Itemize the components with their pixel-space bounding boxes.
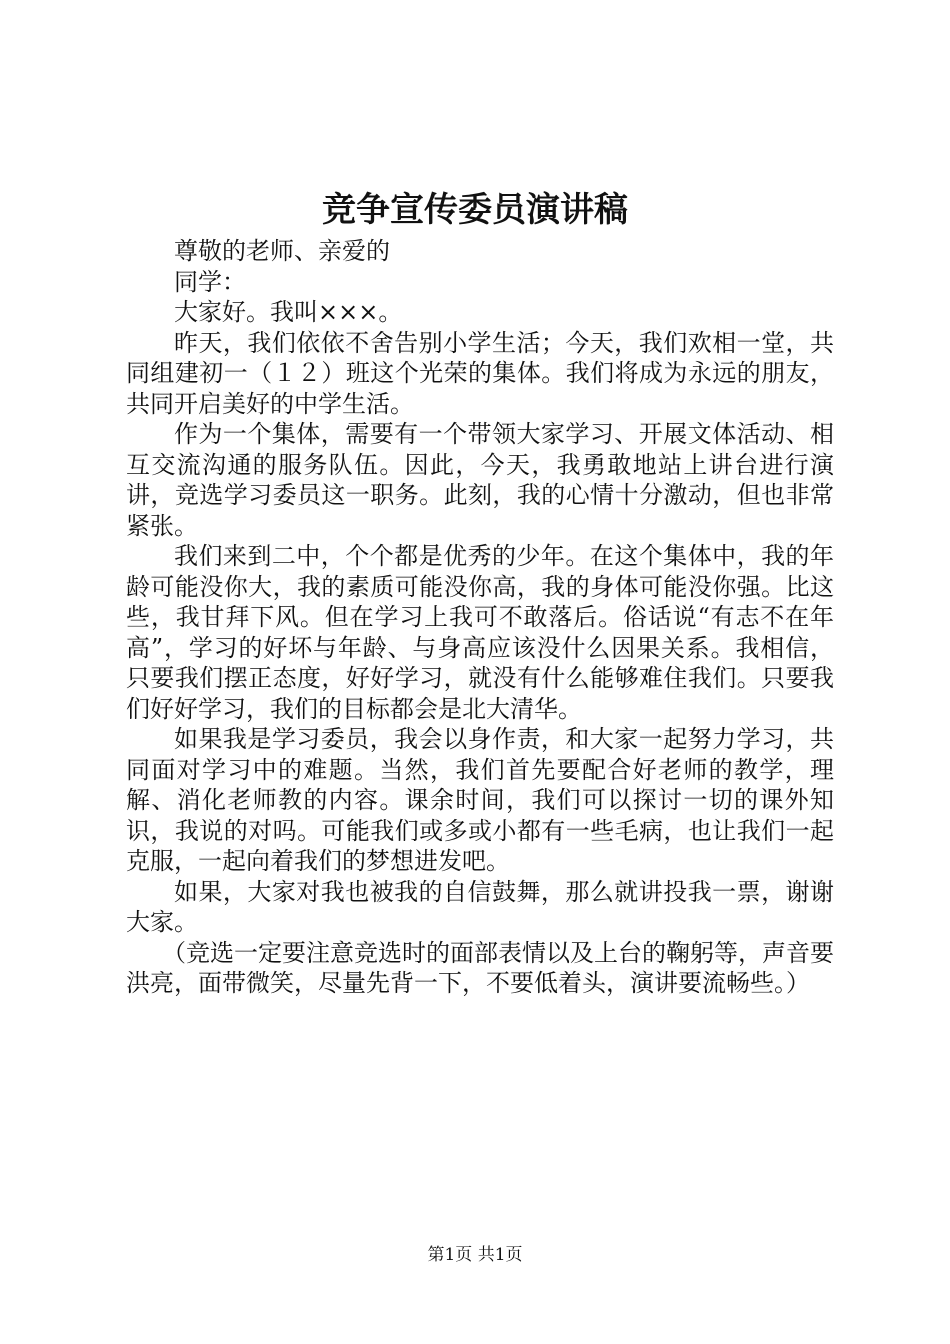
document-body [126,236,834,999]
page-footer: 第1页 共1页 [427,1245,523,1265]
paragraph-1: 昨天，我们依依不舍告别小学生活；今天，我们欢相一堂，共同组建初一（１２）班这个光荣的集体。我们将成为永远的朋友，共同开启美好的中学生活。 [126,328,834,418]
paragraph-4: 如果我是学习委员，我会以身作责，和大家一起努力学习，共同面对学习中的难题。当然，我们首先要配合好老师的教学，理解、消化老师教的内容。课余时间，我们可以探讨一切的课外知识，我说的对吗。可能我们或多或小都有一些毛病，也让我们一起克服，一起向着我们的梦想进发吧。 [126,725,834,875]
paragraph-5: 如果，大家对我也被我的自信鼓舞，那么就讲投我一票，谢谢大家。 [126,877,834,936]
document-title: 竞争宣传委员演讲稿 [322,190,628,230]
paragraph-intro: 大家好。我叫×××。 [174,298,403,326]
paragraph-2: 作为一个集体，需要有一个带领大家学习、开展文体活动、相互交流沟通的服务队伍。因此，今天，我勇敢地站上讲台进行演讲，竞选学习委员这一职务。此刻，我的心情十分激动，但也非常紧张。 [126,420,834,540]
paragraph-note: （竞选一定要注意竞选时的面部表情以及上台的鞠躬等，声音要洪亮，面带微笑，尽量先背一下，不要低着头，演讲要流畅些。） [126,938,834,997]
paragraph-3: 我们来到二中，个个都是优秀的少年。在这个集体中，我的年龄可能没你大，我的素质可能没你高，我的身体可能没你强。比这些，我甘拜下风。但在学习上我可不敢落后。俗话说“有志不在年高”，学习的好坏与年龄、与身高应该没什么因果关系。我相信，只要我们摆正态度，好好学习，就没有什么能够难住我们。只要我们好好学习，我们的目标都会是北大清华。 [126,542,834,723]
paragraph-greeting: 尊敬的老师、亲爱的 [174,237,390,265]
paragraph-greeting-cont: 同学： [174,267,246,296]
